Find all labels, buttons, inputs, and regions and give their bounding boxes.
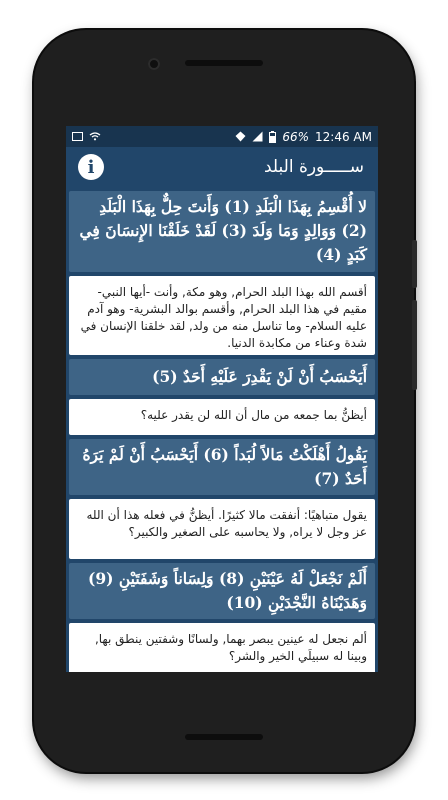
info-button[interactable]: i bbox=[78, 154, 104, 180]
verse-block: لا أُقْسِمُ بِهَذَا الْبَلَدِ (1) وَأَنتَ حِلٌّ بِهَذَا الْبَلَدِ (2) وَوَالِدٍ وَمَا وَلَدَ (3) لَقَدْ خَلَقْنَا الإِنسَانَ فِي كَبَدٍ (4) bbox=[69, 191, 375, 272]
bottom-speaker bbox=[185, 734, 263, 740]
battery-icon bbox=[269, 131, 276, 143]
gallery-notification-icon bbox=[72, 132, 83, 141]
wifi-notification-icon bbox=[89, 132, 101, 141]
app-screen bbox=[66, 126, 378, 672]
surah-content[interactable] bbox=[66, 187, 378, 672]
app-bar bbox=[66, 147, 378, 187]
verse-block: يَقُولُ أَهْلَكْتُ مَالاً لُبَداً (6) أَيَحْسَبُ أَنْ لَمْ يَرَهُ أَحَدٌ (7) bbox=[69, 439, 375, 495]
wifi-signal-icon bbox=[235, 131, 246, 142]
verse-block: أَلَمْ نَجْعَلْ لَهُ عَيْنَيْنِ (8) وَلِسَاناً وَشَفَتَيْنِ (9) وَهَدَيْنَاهُ النَّجْدَيْنِ (10) bbox=[69, 563, 375, 619]
volume-button bbox=[412, 300, 417, 390]
tafsir-block: أيظنُّ بما جمعه من مال أن الله لن يقدر عليه؟ bbox=[69, 399, 375, 435]
top-speaker bbox=[185, 60, 263, 66]
page-title: ســـــورة البلد bbox=[263, 157, 364, 177]
verse-block: أَيَحْسَبُ أَنْ لَنْ يَقْدِرَ عَلَيْهِ أَحَدٌ (5) bbox=[69, 359, 375, 395]
tafsir-block: أقسم الله بهذا البلد الحرام, وهو مكة, وأنت -أيها النبي- مقيم في هذا البلد الحرام, وأقسم بوالد البشرية- وهو آدم عليه السلام- وما تناسل منه من ولد, لقد خلقنا الإنسان في شدة وعناء من مكابدة الدنيا. bbox=[69, 276, 375, 355]
tafsir-block: يقول متباهيًا: أنفقت مالا كثيرًا. أيظنُّ في فعله هذا أن الله عز وجل لا يراه, ولا يحاسبه على الصغير والكبير؟ bbox=[69, 499, 375, 559]
tafsir-block: ألم نجعل له عينين يبصر بهما, ولسانًا وشفتين ينطق بها, وبينا له سبيلَي الخير والشر؟ bbox=[69, 623, 375, 672]
cell-signal-icon bbox=[252, 131, 263, 142]
power-button bbox=[412, 240, 417, 288]
clock: 12:46 AM bbox=[315, 129, 372, 144]
battery-percent: 66% bbox=[282, 129, 310, 144]
status-bar bbox=[66, 126, 378, 147]
front-camera bbox=[148, 58, 160, 70]
